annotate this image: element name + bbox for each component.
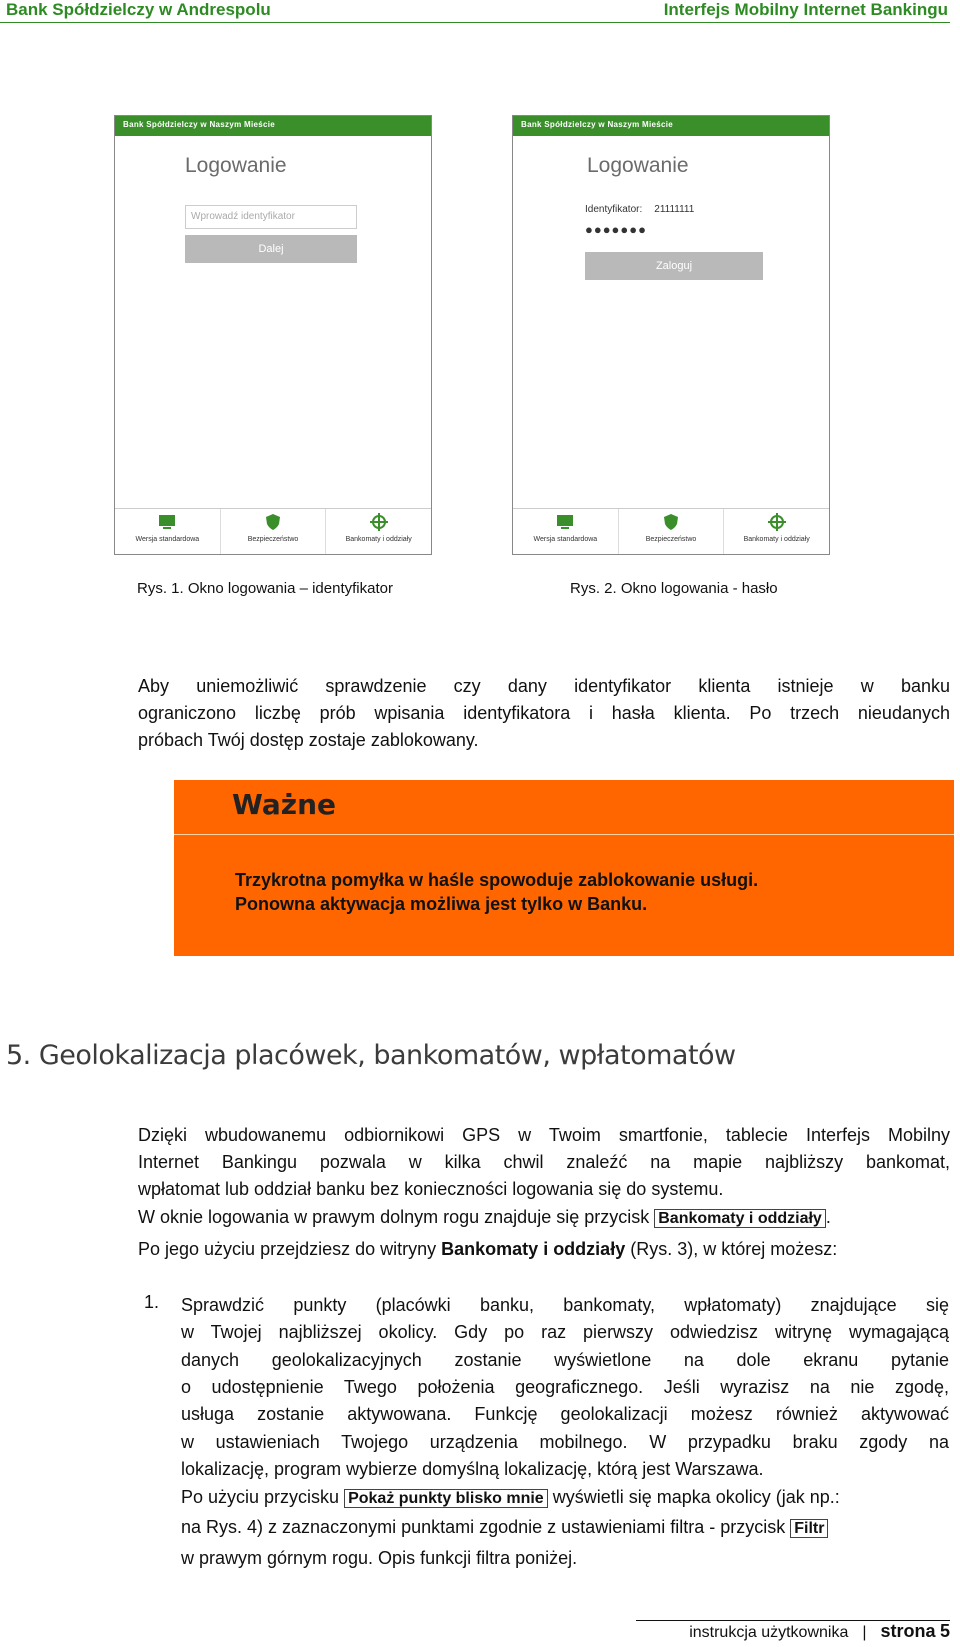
security-label: Bezpieczeństwo (247, 536, 299, 543)
list-line-10: w prawym górnym rogu. Opis funkcji filtra poniżej. (181, 1548, 578, 1568)
body-line-4-end: . (825, 1207, 831, 1227)
atms-branches-link[interactable] (724, 509, 829, 554)
important-notice (174, 780, 954, 956)
crosshair-icon (369, 513, 389, 531)
page-number: 5 (939, 1621, 950, 1641)
next-button[interactable]: Dalej (185, 235, 357, 263)
figure-2-caption: Rys. 2. Okno logowania - hasło (570, 580, 778, 597)
monitor-icon (555, 513, 575, 531)
identifier-label: Identyfikator: (585, 204, 643, 215)
intro-line-1: Aby uniemożliwić sprawdzenie czy dany identyfikator klienta istnieje w banku (138, 676, 950, 696)
important-divider (174, 834, 954, 835)
figure-1-caption: Rys. 1. Okno logowania – identyfikator (137, 580, 393, 597)
body-line-5-text: Po jego użyciu przejdziesz do witryny (138, 1239, 437, 1259)
page-footer (689, 1621, 950, 1642)
body-line-2: Internet Bankingu pozwala w kilka chwil znaleźć na mapie najbliższy bankomat, (138, 1152, 950, 1172)
list-line-6: w ustawieniach Twojego urządzenia mobilnego. W przypadku braku zgody na (181, 1432, 949, 1452)
important-line-1: Trzykrotna pomyłka w haśle spowoduje zablokowanie usługi. (235, 870, 759, 890)
login-password-screenshot (512, 115, 830, 555)
login-title: Logowanie (185, 154, 287, 177)
standard-version-label: Wersja standardowa (135, 536, 200, 543)
footer-separator: | (862, 1624, 867, 1641)
page-header (0, 0, 960, 24)
standard-version-label: Wersja standardowa (533, 536, 598, 543)
list-line-5: usługa zostanie aktywowana. Funkcję geolokalizacji możesz również aktywować (181, 1404, 949, 1424)
shield-icon (661, 513, 681, 531)
list-line-8-text: Po użyciu przycisku (181, 1487, 340, 1507)
atms-branches-link[interactable] (326, 509, 431, 554)
important-text (235, 868, 758, 916)
security-link[interactable] (221, 509, 327, 554)
list-line-9-text: na Rys. 4) z zaznaczonymi punktami zgodnie z ustawieniami filtra - przycisk (181, 1517, 786, 1537)
shield-icon (263, 513, 283, 531)
bank-bar: Bank Spółdzielczy w Naszym Mieście (115, 116, 431, 136)
list-line-2: w Twojej najbliższej okolicy. Gdy po raz pierwszy odwiedzisz witrynę wymagającą (181, 1322, 949, 1342)
atms-branches-label: Bankomaty i oddziały (743, 536, 810, 543)
intro-line-2: ograniczono liczbę prób wpisania identyfikatora i hasła klienta. Po trzech nieudanych (138, 703, 950, 723)
identifier-row (585, 204, 694, 215)
monitor-icon (157, 513, 177, 531)
body-line-3: wpłatomat lub oddział banku bez konieczności logowania się do systemu. (138, 1179, 724, 1199)
list-line-7: lokalizację, program wybierze domyślną lokalizację, którą jest Warszawa. (181, 1459, 764, 1479)
body-line-5 (138, 1236, 950, 1263)
identifier-value: 21111111 (654, 204, 695, 215)
body-line-5-end: (Rys. 3), w której możesz: (630, 1239, 838, 1259)
bank-bar: Bank Spółdzielczy w Naszym Mieście (513, 116, 829, 136)
list-line-8 (181, 1484, 949, 1512)
list-number: 1. (144, 1292, 160, 1312)
header-product-name: Interfejs Mobilny Internet Bankingu (663, 0, 948, 19)
list-line-9 (181, 1514, 949, 1542)
footer-page-label: strona (880, 1621, 936, 1641)
atms-branches-label: Bankomaty i oddziały (345, 536, 412, 543)
standard-version-link[interactable] (115, 509, 221, 554)
show-nearby-button-ref: Pokaż punkty blisko mnie (344, 1489, 548, 1508)
header-divider (0, 22, 950, 23)
atms-branches-button-ref: Bankomaty i oddziały (654, 1209, 826, 1228)
list-line-8-end: wyświetli się mapka okolicy (jak np.: (552, 1487, 840, 1507)
password-input[interactable]: ●●●●●●● (585, 222, 647, 237)
body-line-4-text: W oknie logowania w prawym dolnym rogu znajduje się przycisk (138, 1207, 650, 1227)
login-identifier-screenshot (114, 115, 432, 555)
security-label: Bezpieczeństwo (645, 536, 697, 543)
login-footer-nav (513, 508, 829, 554)
list-line-3: danych geolokalizacyjnych zostanie wyświetlone na dole ekranu pytanie (181, 1350, 949, 1370)
login-button[interactable]: Zaloguj (585, 252, 763, 280)
important-title: Ważne (232, 788, 337, 821)
list-line-4: o udostępnienie Twego położenia geograficznego. Jeśli wyrazisz na nie zgodę, (181, 1377, 949, 1397)
footer-label: instrukcja użytkownika (689, 1624, 849, 1641)
identifier-input[interactable]: Wprowadź identyfikator (185, 205, 357, 229)
important-line-2: Ponowna aktywacja możliwa jest tylko w Banku. (235, 894, 648, 914)
body-line-4 (138, 1204, 950, 1232)
security-link[interactable] (619, 509, 725, 554)
atms-branches-site-ref: Bankomaty i oddziały (441, 1239, 626, 1259)
login-footer-nav (115, 508, 431, 554)
crosshair-icon (767, 513, 787, 531)
list-line-1: Sprawdzić punkty (placówki banku, bankomaty, wpłatomaty) znajdujące się (181, 1295, 949, 1315)
standard-version-link[interactable] (513, 509, 619, 554)
login-title: Logowanie (587, 154, 689, 177)
body-line-1: Dzięki wbudowanemu odbiornikowi GPS w Twoim smartfonie, tablecie Interfejs Mobilny (138, 1125, 950, 1145)
filter-button-ref: Filtr (790, 1519, 828, 1538)
section-heading: 5. Geolokalizacja placówek, bankomatów, wpłatomatów (6, 1040, 736, 1071)
header-bank-name: Bank Spółdzielczy w Andrespolu (6, 0, 271, 19)
intro-line-3: próbach Twój dostęp zostaje zablokowany. (138, 730, 479, 750)
